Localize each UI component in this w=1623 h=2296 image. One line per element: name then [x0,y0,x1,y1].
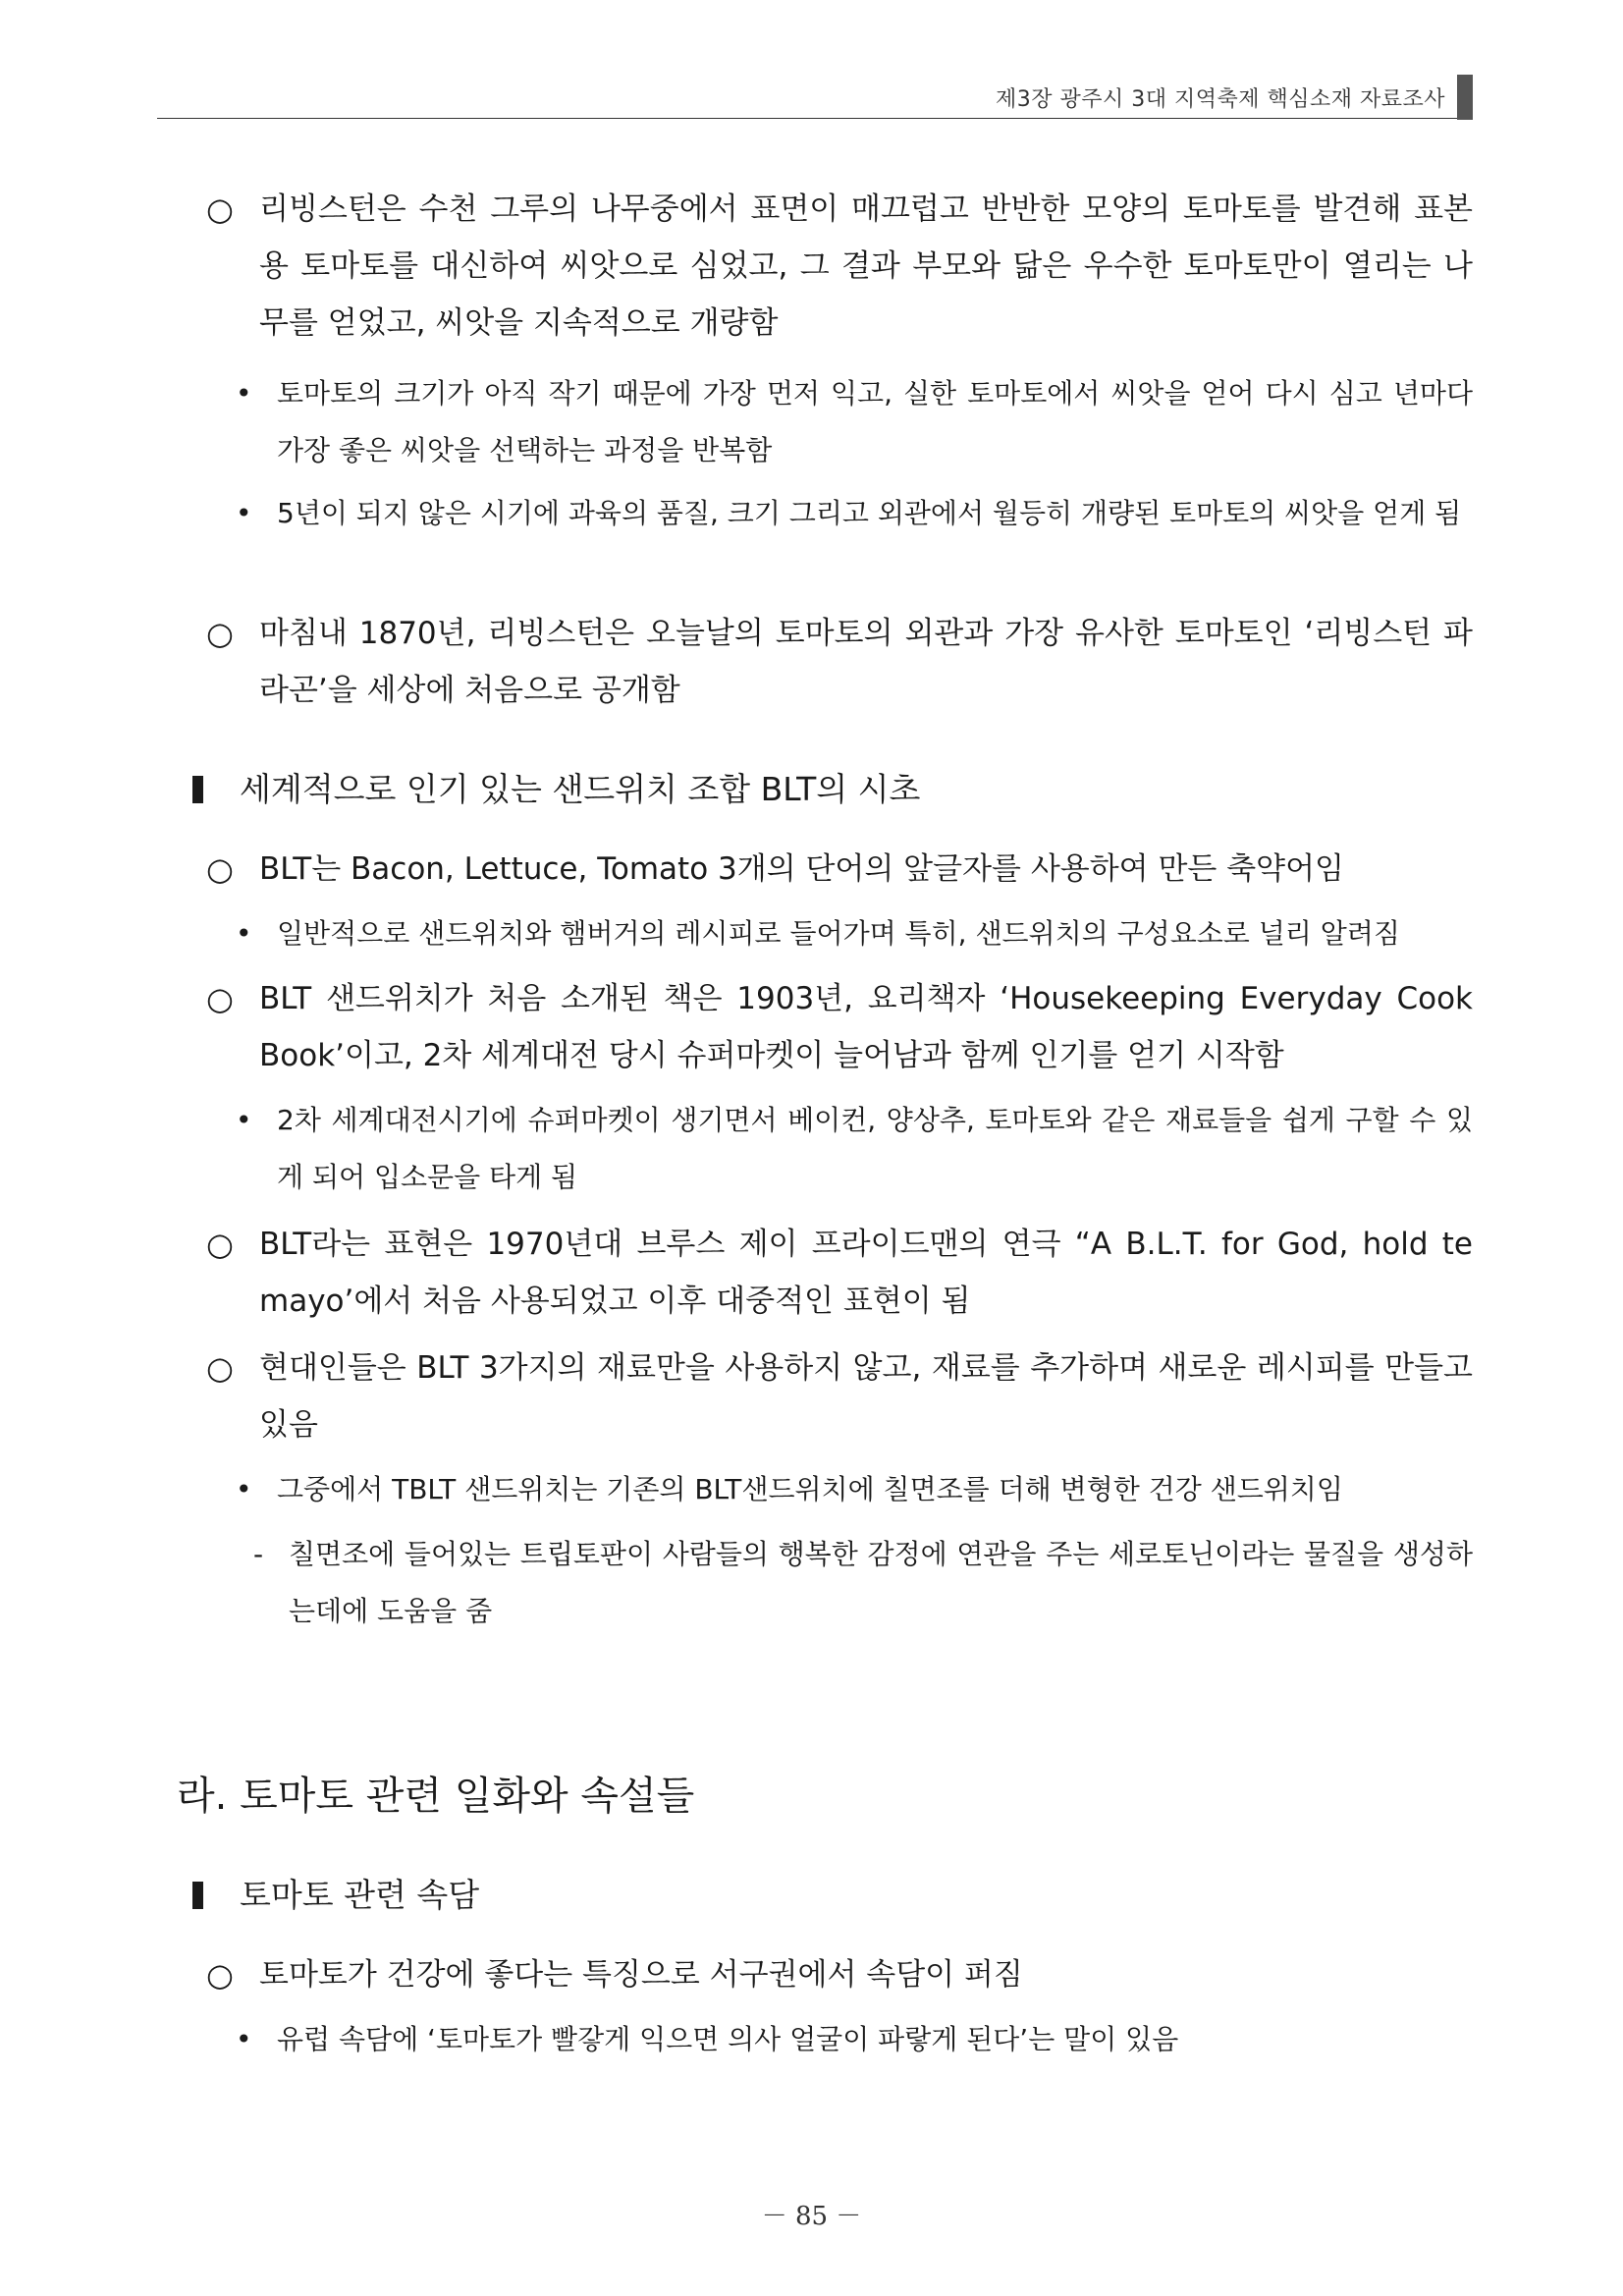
paragraph-bullet [236,1461,1473,1518]
paragraph-bullet [236,365,1473,479]
bullet-marker: • [236,2023,252,2055]
paragraph-circle [206,181,1473,352]
paragraph-text: 칠면조에 들어있는 트립토판이 사람들의 행복한 감정에 연관을 주는 세로토닌이라는 물질을 생성하는데에 도움을 줌 [289,1538,1473,1627]
bullet-marker: • [236,497,252,529]
paragraph-circle [206,841,1473,898]
section-heading [192,760,1469,819]
paragraph-text: 5년이 되지 않은 시기에 과육의 품질, 크기 그리고 외관에서 월등히 개량된 토마토의 씨앗을 얻게 됨 [277,497,1462,529]
paragraph-bullet [236,905,1473,962]
header-title: 제3장 광주시 3대 지역축제 핵심소재 자료조사 [996,87,1445,112]
paragraph-text: BLT 샌드위치가 처음 소개된 책은 1903년, 요리책자 ‘Housekeeping Everyday Cook Book’이고, 2차 세계대전 당시 슈퍼마켓이 늘어남과 함께 인기를 얻기 시작함 [259,981,1473,1073]
section-heading [192,1866,1469,1925]
dash-marker: - [253,1538,264,1570]
section-square-icon [192,776,203,803]
paragraph-text: 토마토의 크기가 아직 작기 때문에 가장 먼저 익고, 실한 토마토에서 씨앗을 얻어 다시 심고 년마다 가장 좋은 씨앗을 선택하는 과정을 반복함 [277,377,1473,466]
circle-marker: ○ [206,980,234,1017]
section-square-icon [192,1882,203,1909]
circle-marker: ○ [206,1956,234,1994]
circle-marker: ○ [206,1226,234,1263]
paragraph-text: BLT라는 표현은 1970년대 브루스 제이 프라이드맨의 연극 “A B.L.T. for God, hold te mayo’에서 처음 사용되었고 이후 대중적인 표현이 됨 [259,1227,1473,1319]
bullet-marker: • [236,1473,252,1505]
paragraph-bullet [236,485,1473,542]
paragraph-text: 토마토가 건강에 좋다는 특징으로 서구권에서 속담이 퍼짐 [259,1957,1023,1993]
bullet-marker: • [236,377,252,410]
paragraph-dash [253,1526,1473,1640]
chapter-heading [177,1762,1453,1831]
header-bar [1457,75,1473,120]
paragraph-text: 2차 세계대전시기에 슈퍼마켓이 생기면서 베이컨, 양상추, 토마토와 같은 재료들을 쉽게 구할 수 있게 되어 입소문을 타게 됨 [277,1104,1473,1193]
paragraph-circle [206,605,1473,719]
paragraph-bullet [236,1092,1473,1206]
paragraph-text: 일반적으로 샌드위치와 햄버거의 레시피로 들어가며 특히, 샌드위치의 구성요소로 널리 알려짐 [277,917,1400,950]
page-number: － 85 － [761,2202,862,2231]
circle-marker: ○ [206,850,234,888]
running-header [157,75,1473,119]
circle-marker: ○ [206,191,234,228]
paragraph-text: 마침내 1870년, 리빙스턴은 오늘날의 토마토의 외관과 가장 유사한 토마토인 ‘리빙스턴 파라곤’을 세상에 처음으로 공개함 [259,616,1473,708]
paragraph-text: 리빙스턴은 수천 그루의 나무중에서 표면이 매끄럽고 반반한 모양의 토마토를 발견해 표본용 토마토를 대신하여 씨앗으로 심었고, 그 결과 부모와 닮은 우수한 토마토만이 열리는 나무를 얻었고, 씨앗을 지속적으로 개량함 [259,191,1473,341]
circle-marker: ○ [206,615,234,652]
paragraph-text: 현대인들은 BLT 3가지의 재료만을 사용하지 않고, 재료를 추가하며 새로운 레시피를 만들고 있음 [259,1350,1473,1443]
circle-marker: ○ [206,1349,234,1387]
paragraph-bullet [236,2011,1473,2068]
paragraph-text: 유럽 속담에 ‘토마토가 빨갛게 익으면 의사 얼굴이 파랗게 된다’는 말이 있음 [277,2023,1179,2055]
paragraph-text: BLT는 Bacon, Lettuce, Tomato 3개의 단어의 앞글자를 사용하여 만든 축약어임 [259,851,1344,887]
bullet-marker: • [236,917,252,950]
paragraph-text: 그중에서 TBLT 샌드위치는 기존의 BLT샌드위치에 칠면조를 더해 변형한 건강 샌드위치임 [277,1473,1343,1505]
chapter-heading-text: 라. 토마토 관련 일화와 속설들 [177,1774,695,1819]
paragraph-circle [206,1946,1473,2003]
bullet-marker: • [236,1104,252,1136]
section-heading-text: 세계적으로 인기 있는 샌드위치 조합 BLT의 시초 [240,770,921,808]
paragraph-circle [206,1216,1473,1330]
section-heading-text: 토마토 관련 속담 [240,1876,480,1914]
paragraph-circle [206,970,1473,1084]
paragraph-circle [206,1339,1473,1453]
